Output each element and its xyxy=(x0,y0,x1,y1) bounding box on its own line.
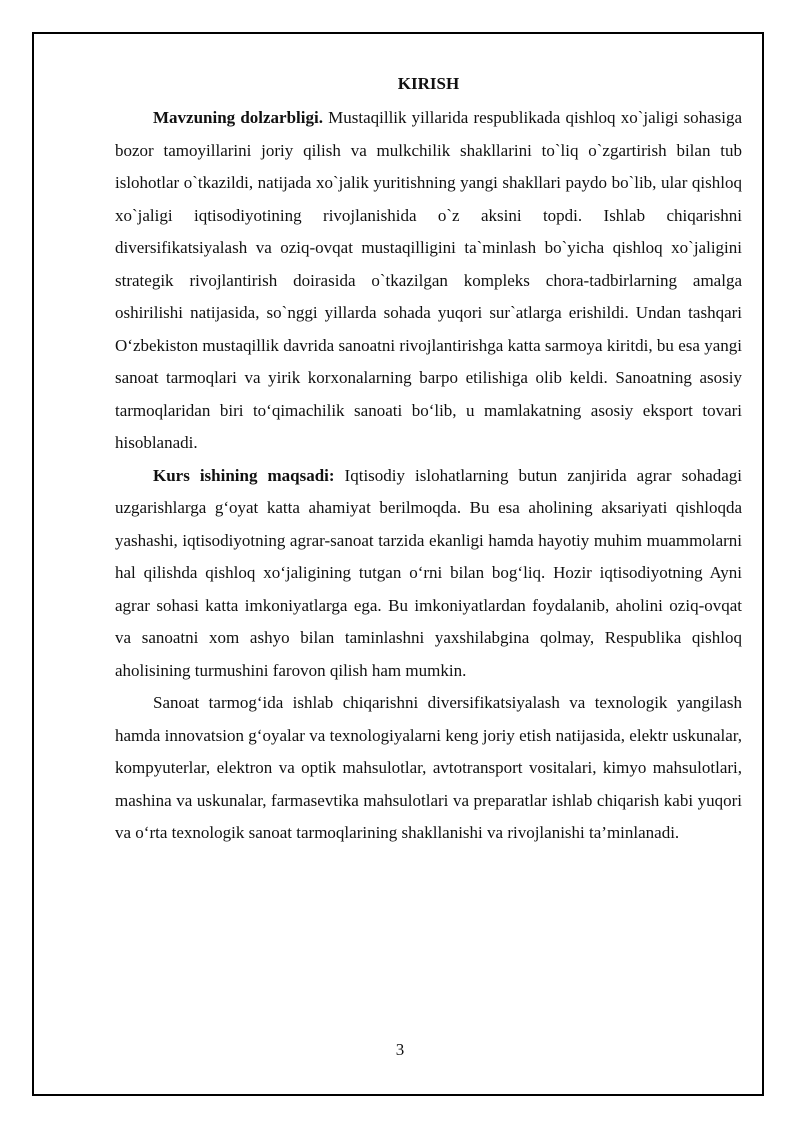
paragraph-relevance xyxy=(115,102,742,460)
section-heading: KIRISH xyxy=(397,74,460,93)
paragraph-lead: Mavzuning dolzarbligi. xyxy=(153,108,323,127)
page-number: 3 xyxy=(395,1040,405,1059)
paragraph-text: Mustaqillik yillarida respublikada qishloq xo`jaligi sohasiga bozor tamoyillarini joriy qilish va mulkchilik shakllarini to`liq o`zgartirish bilan tub islohotlar o`tkazildi, natijada xo`jalik yuritishning yangi shakllari paydo bo`lib, ular qishloq xo`jaligi iqtisodiyotining rivojlanishida o`z aksini topdi. Ishlab chiqarishni diversifikatsiyalash va oziq-ovqat mustaqilligini ta`minlash bo`yicha qishloq xo`jaligini strategik rivojlantirish doirasida o`tkazilgan kompleks chora-tadbirlarning amalga oshirilishi natijasida, so`nggi yillarda sohada yuqori sur`atlarga erishildi. Undan tashqari O‘zbekiston mustaqillik davrida sanoatni rivojlantirishga katta sarmoya kiritdi, bu esa yangi sanoat tarmoqlari va yirik korxonalarning barpo etilishiga olib keldi. Sanoatning asosiy tarmoqlaridan biri to‘qimachilik sanoati bo‘lib, u mamlakatning asosiy eksport tovari hisoblanadi. xyxy=(115,108,742,452)
paragraph-text: Iqtisodiy islohatlarning butun zanjirida agrar sohadagi uzgarishlarga g‘oyat katta ahamiyat berilmoqda. Bu esa aholining aksariyati qishloqda yashashi, iqtisodiyotning agrar-sanoat tarzida ekanligi hamda hayotiy muhim muammolarni hal qilishda qishloq xo‘jaligining tutgan o‘rni bilan bog‘liq. Hozir iqtisodiyotning Ayni agrar sohasi katta imkoniyatlarga ega. Bu imkoniyatlardan foydalanib, aholini oziq-ovqat va sanoatni xom ashyo bilan taminlashni yaxshilabgina qolmay, Respublika qishloq aholisining turmushini farovon qilish ham mumkin. xyxy=(115,465,743,680)
paragraph-industry xyxy=(115,687,742,850)
document-body xyxy=(115,72,742,850)
paragraph-goal xyxy=(115,460,742,688)
paragraph-text: Sanoat tarmog‘ida ishlab chiqarishni diversifikatsiyalash va texnologik yangilash hamda innovatsion g‘oyalar va texnologiyalarni keng joriy etish natijasida, elektr uskunalar, kompyuterlar, elektron va optik mahsulotlar, avtotransport vositalari, kimyo mahsulotlari, mashina va uskunalar, farmasevtika mahsulotlari va preparatlar ishlab chiqarish kabi yuqori va o‘rta texnologik sanoat tarmoqlarining shakllanishi va rivojlanishi ta’minlanadi. xyxy=(115,693,742,842)
paragraph-lead: Kurs ishining maqsadi: xyxy=(153,465,335,485)
